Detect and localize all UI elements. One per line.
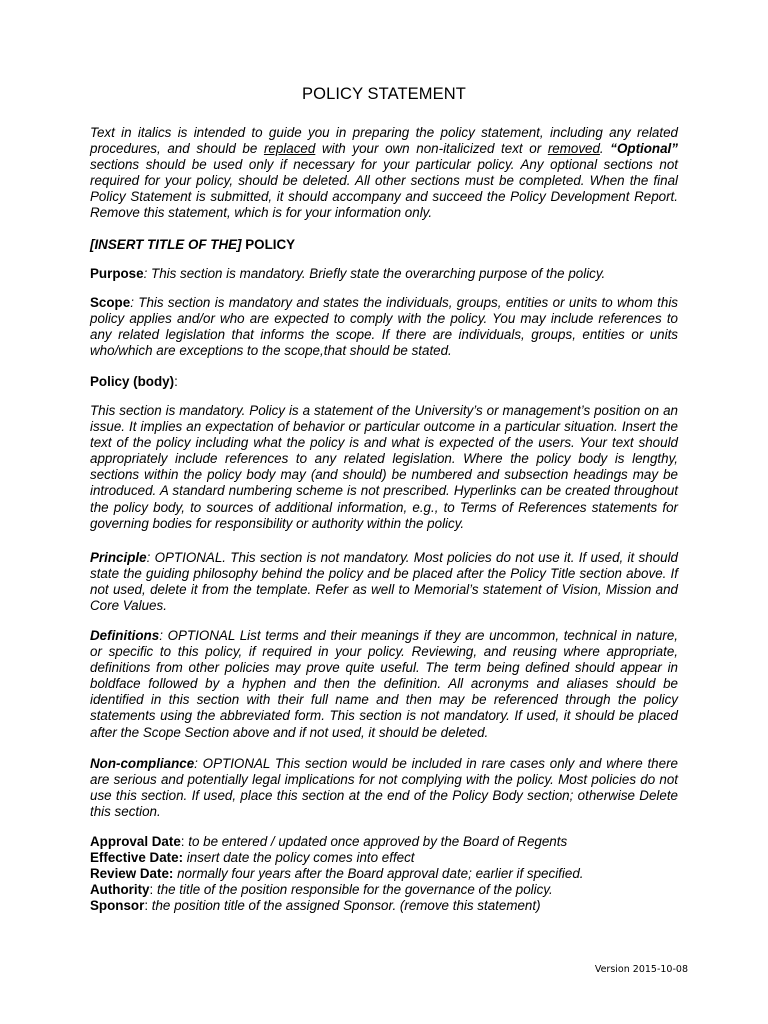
authority-sep: :: [149, 882, 157, 898]
intro-text-1: Text in italics is intended to guide you in preparing the policy statement, including any related procedures, and should be: [90, 125, 678, 157]
review-date-label: Review Date:: [90, 866, 174, 882]
approval-date-label: Approval Date: [90, 834, 181, 849]
purpose-section: [90, 266, 678, 282]
policy-body-heading: [90, 374, 678, 390]
authority-label: Authority: [90, 882, 150, 898]
policy-heading-insert: [INSERT TITLE OF THE]: [90, 237, 242, 252]
approval-date-line: [90, 834, 678, 850]
effective-date-text: insert date the policy comes into effect: [186, 850, 415, 866]
policy-body-text: This section is mandatory. Policy is a statement of the University’s or management’s position on an issue. It implies an expectation of behavior or particular outcome in a particular situation. Insert the text of the policy including what the policy is and what is expected of the users. Your text should appropriately include references to any related legislation. Where the policy body is lengthy, sections within the policy body may (and should) be numbered and subsection headings may be introduced. A standard numbering scheme is not prescribed. Hyperlinks can be created throughout the policy body, to sources of additional information, e.g., to Terms of References statements for governing bodies for responsibility or authority within the policy.: [90, 403, 678, 531]
definitions-text: : OPTIONAL List terms and their meanings if they are uncommon, technical in nature, or specific to this policy, if required in your policy. Reviewing, and reusing where appropriate, definitions from other policies may prove quite useful. The term being defined should appear in boldface followed by a hyphen and then the definition. All acronyms and aliases should be identified in this section with their full name and then may be referenced through the policy statements using the abbreviated form. This section is not mandatory. If used, it should be placed after the Scope Section above and if not used, it should be deleted.: [90, 628, 678, 740]
approval-date-text: to be entered / updated once approved by the Board of Regents: [188, 834, 568, 849]
policy-body-colon: :: [174, 374, 178, 389]
intro-text-3: .: [599, 141, 611, 157]
intro-text-2: with your own non-italicized text or: [315, 141, 548, 157]
intro-optional: “Optional”: [610, 141, 678, 157]
effective-date-line: [90, 850, 678, 866]
policy-heading: [90, 237, 678, 253]
policy-heading-policy: POLICY: [241, 237, 296, 252]
principle-section: [90, 550, 678, 614]
meta-list: [90, 834, 678, 914]
sponsor-label: Sponsor: [90, 898, 145, 914]
scope-section: [90, 295, 678, 359]
sponsor-sep: :: [144, 898, 152, 914]
noncompliance-text: : OPTIONAL This section would be included in rare cases only and where there are serious and potentially legal implications for not complying with the policy. Most policies do not use this section. If used, place this section at the end of the Policy Body section; otherwise Delete this section.: [90, 756, 678, 820]
effective-date-label: Effective Date:: [90, 850, 184, 866]
page-title: POLICY STATEMENT: [302, 85, 466, 103]
definitions-section: [90, 628, 678, 741]
purpose-text: : This section is mandatory. Briefly state the overarching purpose of the policy.: [143, 266, 606, 281]
scope-label: Scope: [90, 295, 131, 310]
review-date-text: normally four years after the Board approval date; earlier if specified.: [177, 866, 584, 882]
intro-paragraph: [90, 125, 678, 222]
policy-body-label: Policy (body): [90, 374, 175, 389]
intro-removed: removed: [547, 141, 600, 157]
sponsor-line: [90, 898, 678, 914]
authority-line: [90, 882, 678, 898]
scope-text: : This section is mandatory and states the individuals, groups, entities or units to whom this policy applies and/or who are expected to comply with the policy. You may include references to any related legislation that informs the scope. If there are individuals, groups, entities or units who/which are exceptions to the scope,that should be stated.: [90, 295, 678, 359]
approval-date-sep: :: [180, 834, 189, 849]
noncompliance-label: Non-compliance: [90, 756, 195, 771]
noncompliance-section: [90, 756, 678, 820]
purpose-label: Purpose: [90, 266, 144, 281]
principle-label: Principle: [90, 550, 147, 565]
principle-text: : OPTIONAL. This section is not mandatory. Most policies do not use it. If used, it should state the guiding philosophy behind the policy and be placed after the Policy Title section above. If not used, delete it from the template. Refer as well to Memorial’s statement of Vision, Mission and Core Values.: [90, 550, 678, 614]
intro-text-4: sections should be used only if necessary for your particular policy. Any optional sections not required for your policy, should be deleted. All other sections must be completed. When the final Policy Statement is submitted, it should accompany and succeed the Policy Development Report. Remove this statement, which is for your information only.: [90, 157, 678, 221]
definitions-label: Definitions: [90, 628, 160, 643]
sponsor-text: the position title of the assigned Sponsor. (remove this statement): [151, 898, 541, 914]
review-date-line: [90, 866, 678, 882]
authority-text: the title of the position responsible for the governance of the policy.: [156, 882, 553, 898]
version-label: Version 2015-10-08: [594, 964, 688, 975]
intro-replaced: replaced: [263, 141, 316, 157]
